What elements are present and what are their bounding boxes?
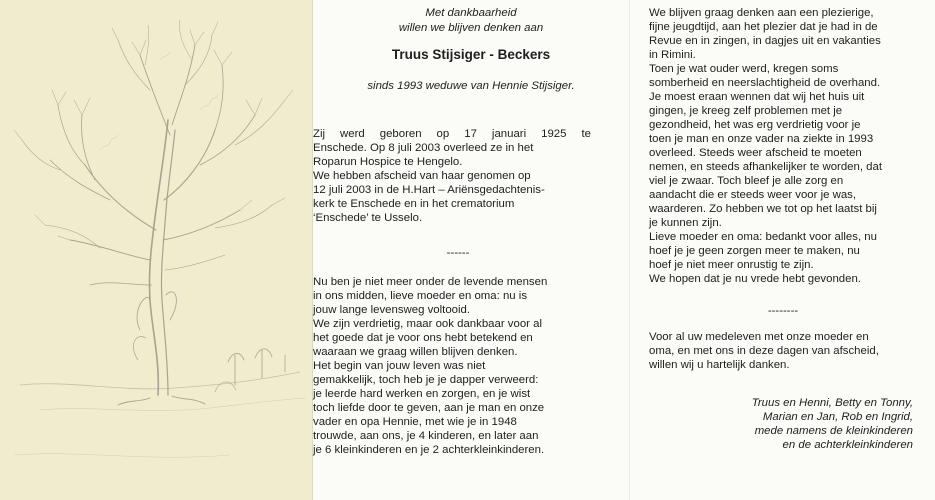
text-line: Roparun Hospice te Hengelo. bbox=[313, 156, 463, 168]
signature-line: mede namens de kleinkinderen bbox=[754, 425, 913, 437]
widow-line: sinds 1993 weduwe van Hennie Stijsiger. bbox=[367, 80, 575, 92]
separator: -------- bbox=[767, 305, 799, 317]
text-line: We blijven graag denken aan een plezierige, bbox=[649, 7, 874, 19]
text-line: fijne jeugdtijd, aan het plezier dat je had in de bbox=[649, 21, 878, 33]
text-line: Lieve moeder en oma: bedankt voor alles, nu bbox=[649, 231, 877, 243]
text-line: je kunnen zijn. bbox=[649, 217, 722, 229]
text-line: nemen, en steeds afhankelijker te worden, dat bbox=[649, 161, 883, 173]
text-line: oma, en met ons in deze dagen van afscheid, bbox=[649, 345, 879, 357]
text-line: gezondheid, het was erg verdrietig voor je bbox=[649, 119, 861, 131]
intro-line-2: willen we blijven denken aan bbox=[398, 22, 544, 34]
text-line: Nu ben je niet meer onder de levende mensen bbox=[313, 276, 548, 288]
deceased-name: Truus Stijsiger - Beckers bbox=[391, 47, 551, 62]
middle-text-panel bbox=[313, 0, 629, 500]
text-line: ‘Enschede’ te Usselo. bbox=[313, 212, 423, 224]
text-line: Je moest eraan wennen dat wij het huis uit bbox=[649, 91, 865, 103]
text-line: gingen, je kreeg zelf problemen met je bbox=[649, 105, 843, 117]
text-line: willen wij u hartelijk danken. bbox=[649, 359, 790, 371]
text-line: Revue en in zingen, in dagjes uit en vakanties bbox=[649, 35, 881, 47]
text-line: hoef je niet meer onrustig te zijn. bbox=[649, 259, 814, 271]
text-line: Voor al uw medeleven met onze moeder en bbox=[649, 331, 869, 343]
text-line: trouwde, aan ons, je 4 kinderen, en later aan bbox=[313, 430, 539, 442]
tree-drawing-panel bbox=[0, 0, 313, 500]
text-line: viel je zwaar. Toch bleef je alle zorg en bbox=[649, 175, 844, 187]
intro-line-1: Met dankbaarheid bbox=[425, 7, 517, 19]
text-line: Het begin van jouw leven was niet bbox=[313, 360, 486, 372]
text-line: je leerde hard werken en zorgen, en je wist bbox=[313, 388, 531, 400]
signature-line: en de achterkleinkinderen bbox=[782, 439, 913, 451]
text-line: gemakkelijk, toch heb je je dapper verweerd: bbox=[313, 374, 539, 386]
text-line: toch liefde door te geven, aan je man en onze bbox=[313, 402, 545, 414]
text-line: 12 juli 2003 in de H.Hart – Ariënsgedachtenis- bbox=[313, 184, 545, 196]
text-line: jouw lange levensweg voltooid. bbox=[313, 304, 471, 316]
text-line: waarderen. Zo hebben we tot op het laatst bij bbox=[649, 203, 877, 215]
text-line: Zij werd geboren op 17 januari 1925 te bbox=[313, 128, 591, 140]
text-line: toen je man en onze vader na ziekte in 1993 bbox=[649, 133, 874, 145]
text-line: somberheid en neerslachtigheid de overhand. bbox=[649, 77, 881, 89]
text-line: We hopen dat je nu vrede hebt gevonden. bbox=[649, 273, 861, 285]
text-line: in Rimini. bbox=[649, 49, 696, 61]
text-line: vader en opa Hennie, met wie je in 1948 bbox=[313, 416, 517, 428]
separator: ------ bbox=[446, 247, 470, 259]
text-line: het goede dat je voor ons hebt betekend en bbox=[313, 332, 533, 344]
right-text-panel bbox=[629, 0, 935, 500]
text-line: We zijn verdrietig, maar ook dankbaar voor al bbox=[313, 318, 542, 330]
text-line: waaraan we graag willen blijven denken. bbox=[313, 346, 518, 358]
text-line: We hebben afscheid van haar genomen op bbox=[313, 170, 531, 182]
tree-sketch bbox=[0, 0, 313, 500]
text-line: hoef je je geen zorgen meer te maken, nu bbox=[649, 245, 860, 257]
text-line: aandacht die er steeds weer voor je was, bbox=[649, 189, 857, 201]
text-line: Enschede. Op 8 juli 2003 overleed ze in het bbox=[313, 142, 534, 154]
signature-line: Marian en Jan, Rob en Ingrid, bbox=[762, 411, 913, 423]
text-line: overleed. Steeds weer afscheid te moeten bbox=[649, 147, 862, 159]
signature-line: Truus en Henni, Betty en Tonny, bbox=[751, 397, 913, 409]
text-line: in ons midden, lieve moeder en oma: nu is bbox=[313, 290, 528, 302]
text-line: Toen je wat ouder werd, kregen soms bbox=[649, 63, 839, 75]
text-line: je 6 kleinkinderen en je 2 achterkleinkinderen. bbox=[313, 444, 545, 456]
text-line: kerk te Enschede en in het crematorium bbox=[313, 198, 515, 210]
